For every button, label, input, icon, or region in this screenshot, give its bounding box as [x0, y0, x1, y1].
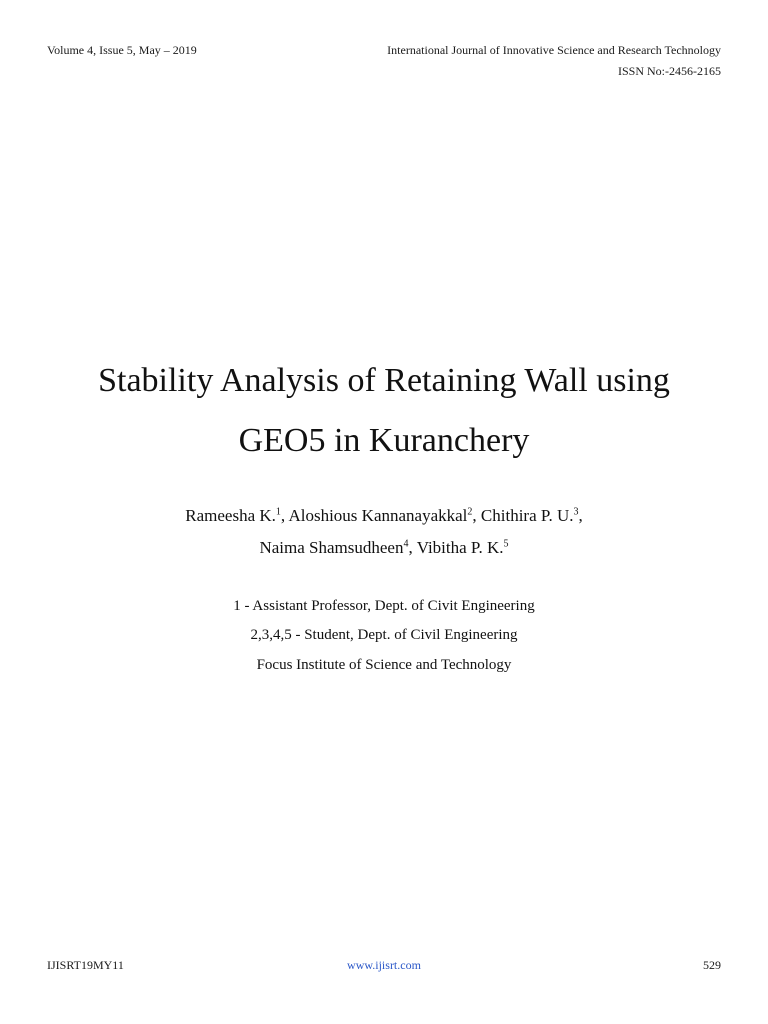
running-header-volume: Volume 4, Issue 5, May – 2019: [47, 43, 197, 57]
running-header-journal: International Journal of Innovative Science and Research Technology: [387, 43, 721, 57]
website-link-text[interactable]: www.ijisrt.com: [347, 958, 421, 972]
author-line-2: [0, 538, 768, 558]
author-name: Naima Shamsudheen: [259, 538, 404, 557]
affiliation-2: 2,3,4,5 - Student, Dept. of Civil Engineering: [250, 627, 518, 643]
footer-page-number: 529: [703, 958, 721, 972]
author-separator: ,: [408, 538, 417, 557]
author-name: Aloshious Kannanayakkal: [288, 506, 468, 525]
author-line-1: [0, 506, 768, 526]
author-affiliation-mark: 1: [275, 506, 281, 518]
author-name: Vibitha P. K.: [416, 538, 504, 557]
paper-title-line-1: Stability Analysis of Retaining Wall using: [98, 362, 670, 399]
footer-website-link: [0, 958, 768, 973]
author-separator: ,: [472, 506, 481, 525]
affiliation-3: Focus Institute of Science and Technology: [256, 657, 512, 673]
author-separator: ,: [578, 506, 583, 525]
paper-title-line-2: GEO5 in Kuranchery: [238, 422, 530, 459]
author-affiliation-mark: 2: [467, 506, 473, 518]
author-separator: ,: [280, 506, 289, 525]
author-affiliation-mark: 4: [403, 538, 409, 550]
author-affiliation-mark: 5: [503, 538, 509, 550]
author-affiliation-mark: 3: [573, 506, 579, 518]
footer-paper-id: IJISRT19MY11: [47, 958, 124, 972]
running-header-issn: ISSN No:-2456-2165: [617, 64, 721, 78]
affiliation-1: 1 - Assistant Professor, Dept. of Civit Engineering: [233, 598, 535, 614]
author-name: Chithira P. U.: [480, 506, 574, 525]
author-name: Rameesha K.: [185, 506, 276, 525]
